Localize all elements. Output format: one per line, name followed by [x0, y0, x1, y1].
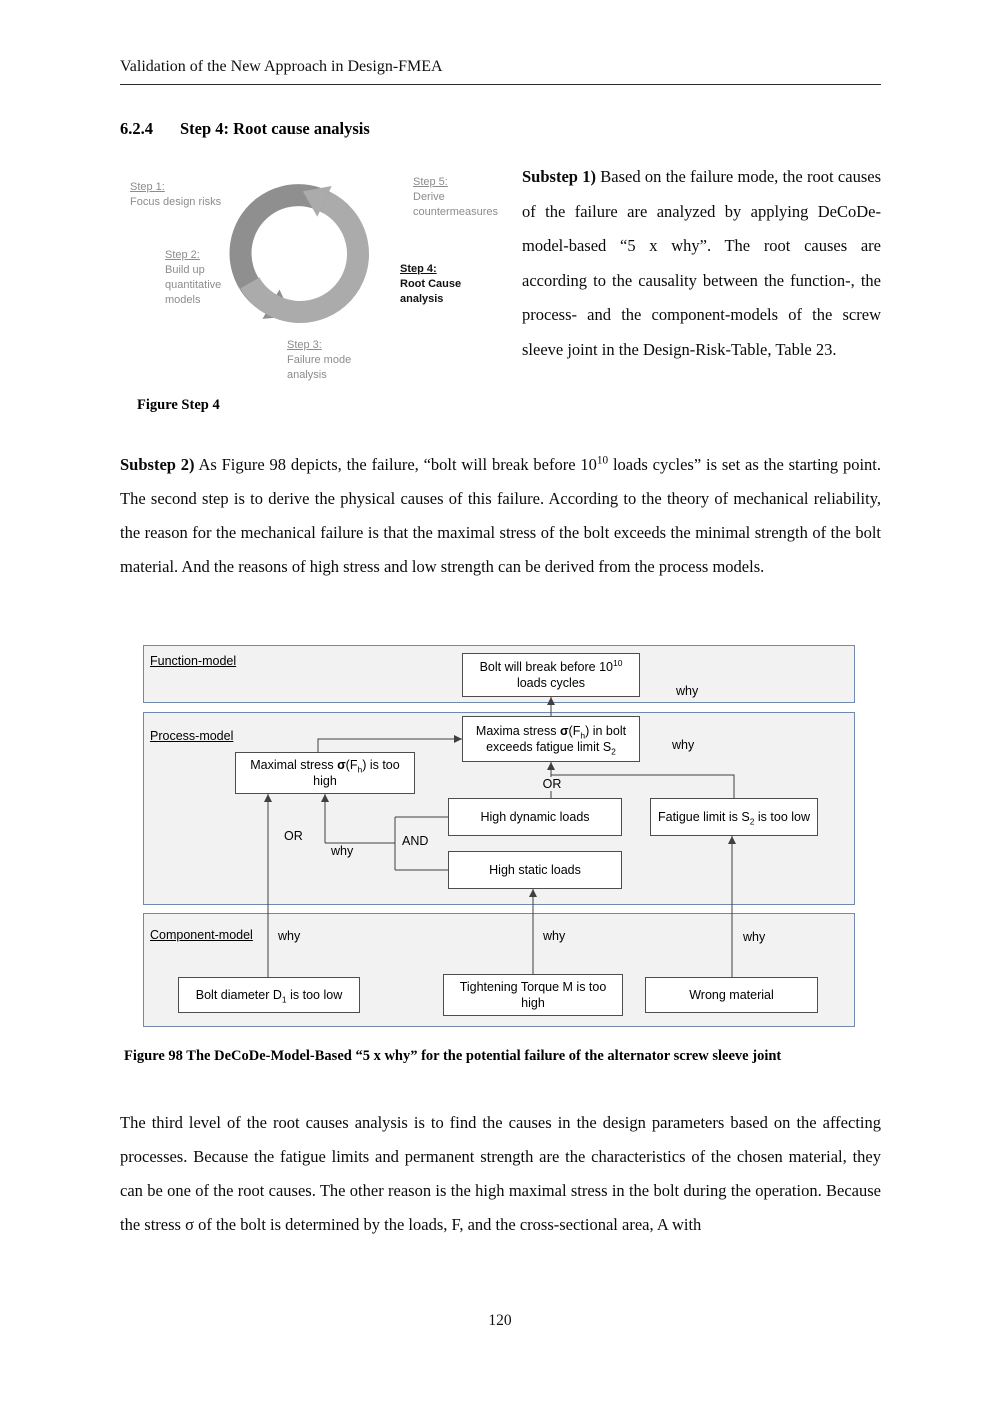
figure-step4-caption: Figure Step 4	[137, 397, 220, 413]
high-static-loads-node: High static loads	[448, 851, 622, 889]
bolt-text: Bolt diameter D	[195, 987, 282, 1002]
component-model-label: Component-model	[150, 928, 253, 942]
running-header	[120, 58, 881, 85]
bolt-diameter-node: Bolt diameter $D_1$ is too low	[178, 977, 360, 1013]
fatigue-subscript: 2	[749, 816, 755, 827]
running-title: Validation of the New Approach in Design-FMEA	[120, 58, 443, 75]
section-number: 6.2.4	[120, 119, 153, 138]
why-label-process: why	[672, 738, 695, 752]
fatigue-text: Fatigue limit is S	[657, 809, 750, 824]
maxima-subscript-2: 2	[611, 746, 616, 757]
why-label-component-2: why	[543, 929, 566, 943]
process-model-label: Process-model	[150, 729, 234, 743]
maximal-stress-node: Maximal stress $\sigma(F_h)$ is too high	[235, 752, 415, 794]
substep-1-paragraph	[522, 160, 881, 368]
sigma-symbol: σ	[559, 723, 569, 738]
fatigue-limit-node: Fatigue limit is $S_2$ is too low	[650, 798, 818, 836]
step-1-label: Step 1:	[130, 181, 165, 193]
step-4-label: Step 4:	[400, 263, 437, 275]
failure-superscript: 10	[612, 657, 623, 668]
step-1-desc: Focus design risks	[130, 196, 222, 208]
and-label: AND	[399, 834, 431, 848]
substep-1-lead: Substep 1)	[522, 167, 596, 186]
section-heading	[120, 119, 370, 139]
substep-2-text-1: As Figure 98 depicts, the failure, “bolt will break before 10	[194, 455, 597, 474]
maximal-subscript-h: h	[357, 764, 363, 775]
substep-2-paragraph	[120, 448, 881, 584]
page-number: 120	[488, 1312, 512, 1329]
step-2-label: Step 2:	[165, 249, 200, 261]
substep-2-superscript: 10	[596, 454, 609, 467]
connector-lines	[143, 645, 855, 1027]
why-label-component-1: why	[278, 929, 301, 943]
maxima-text: Maxima stress	[475, 723, 560, 738]
tightening-torque-node: Tightening Torque M is too high	[443, 974, 623, 1016]
high-dynamic-loads-node: High dynamic loads	[448, 798, 622, 836]
step-2-desc: Build up quantitative models	[165, 264, 222, 306]
step-3-label: Step 3:	[287, 339, 322, 351]
section-title: Step 4: Root cause analysis	[180, 119, 370, 138]
closing-paragraph: The third level of the root causes analysis is to find the causes in the design parameters based on the affecting processes. Because the fatigue limits and permanent strength are the characteristics of the chosen material, they can be one of the root causes. The other reason is the high maximal stress in the bolt during the operation. Because the stress σ of the bolt is determined by the loads, F, and the cross-sectional area, A with	[120, 1113, 881, 1234]
sigma-symbol: σ	[337, 757, 346, 772]
cycle-step-1	[130, 180, 250, 210]
maxima-stress-node: Maxima stress $\sigma(F_h)$ in bolt exceeds fatigue limit $S_2$	[462, 716, 640, 762]
maxima-subscript-h: h	[580, 730, 586, 741]
figure-98-caption: Figure 98 The DeCoDe-Model-Based “5 x why” for the potential failure of the alternator screw sleeve joint	[124, 1048, 782, 1064]
step-3-desc: Failure mode analysis	[287, 354, 352, 381]
why-label-left: why	[331, 844, 354, 858]
why-label-component-3: why	[743, 930, 766, 944]
cycle-step-2	[165, 248, 235, 308]
substep-2-lead: Substep 2)	[120, 455, 195, 474]
substep-2-text-2: loads cycles” is set as the starting point. The second step is to derive the physical causes of this failure. According to the theory of mechanical reliability, the reason for the mechanical failure is that the maximal stress of the bolt exceeds the minimal strength of the bolt material. And the reasons of high stress and low strength can be derived from the process models.	[120, 455, 881, 576]
step-5-desc: Derive countermeasures	[413, 191, 498, 218]
figure-98-diagram	[143, 645, 856, 1027]
wrong-material-node: Wrong material	[645, 977, 818, 1013]
bolt-subscript: 1	[281, 994, 287, 1005]
failure-text-2: loads cycles	[516, 676, 586, 690]
failure-mode-node	[462, 653, 640, 697]
step-4-desc: Root Cause analysis	[400, 278, 462, 305]
function-model-label: Function-model	[150, 654, 237, 668]
why-label-function: why	[676, 684, 699, 698]
cycle-step-4	[400, 262, 480, 307]
failure-text: Bolt will break before 10	[479, 659, 613, 674]
step-5-label: Step 5:	[413, 176, 448, 188]
cycle-step-3	[287, 338, 375, 383]
cycle-step-5	[413, 175, 513, 220]
maximal-text: Maximal stress	[250, 757, 338, 772]
substep-1-text: Based on the failure mode, the root causes of the failure are analyzed by applying DeCoDe-model-based “5 x why”. The root causes are according to the causality between the function-, the process- and the component-models of the screw sleeve joint in the Design-Risk-Table, Table 23.	[522, 167, 881, 359]
or-label-left: OR	[284, 829, 303, 843]
or-label-center: OR	[535, 777, 569, 791]
